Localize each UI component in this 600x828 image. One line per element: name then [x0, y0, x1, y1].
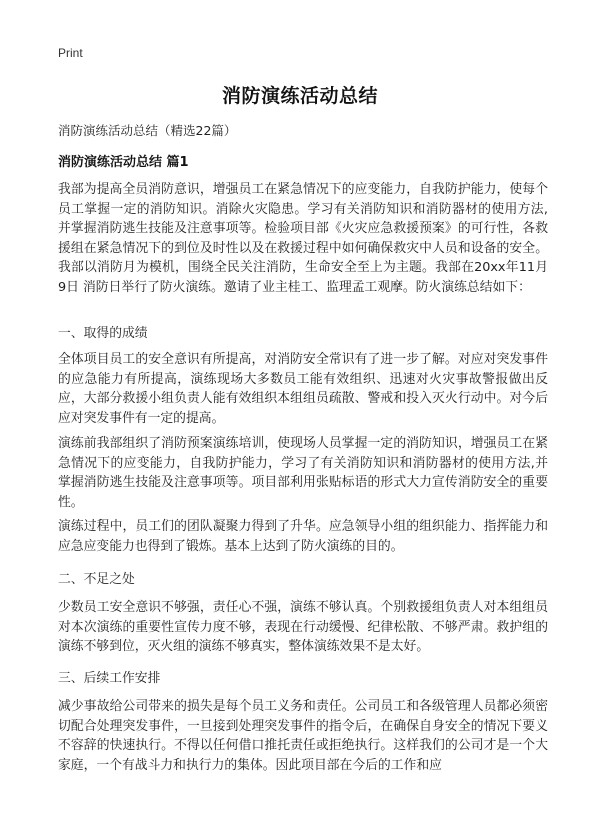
- section-heading: 消防演练活动总结 篇1: [58, 155, 189, 170]
- intro-paragraph: 我部为提高全员消防意识，增强员工在紧急情况下的应变能力，自我防护能力，使每个员工掌握一定的消防知识。消除火灾隐患。学习有关消防知识和消防器材的使用方法,并掌握消防逃生技能及注意事项等。检验项目部《火灾应急救援预案》的可行性，各救援组在紧急情况下的到位及时性以及在救援过程中如何确保救灾中人员和设备的安全。我部以消防月为模机，围绕全民关注消防，生命安全至上为主题。我部在20xx年11月9日 消防日举行了防火演练。邀请了业主桂工、监理孟工观摩。防火演练总结如下：: [58, 182, 548, 295]
- heading-achievements: 一、取得的成绩: [58, 326, 148, 341]
- heading-followup: 三、后续工作安排: [58, 671, 161, 686]
- heading-shortcomings: 二、不足之处: [58, 572, 135, 587]
- document-subtitle: 消防演练活动总结（精选22篇）: [58, 123, 237, 138]
- print-label[interactable]: Print: [58, 46, 83, 60]
- paragraph-achievements-3: 演练过程中，员工们的团队凝聚力得到了升华。应急领导小组的组织能力、指挥能力和应急应变能力也得到了锻炼。基本上达到了防火演练的目的。: [58, 519, 548, 554]
- paragraph-followup: 减少事故给公司带来的损失是每个员工义务和责任。公司员工和各级管理人员都必须密切配合处理突发事件，一旦接到处理突发事件的指令后，在确保自身安全的情况下要义不容辞的快速执行。不得以任何借口推托责任或拒绝执行。这样我们的公司才是一个大家庭，一个有战斗力和执行力的集体。因此项目部在今后的工作和应: [58, 699, 548, 773]
- paragraph-shortcomings: 少数员工安全意识不够强，责任心不强，演练不够认真。个别救援组负责人对本组组员对本次演练的重要性宣传力度不够，表现在行动缓慢、纪律松散、不够严肃。救护组的演练不够到位，灭火组的演练不够真实，整体演练效果不是太好。: [58, 600, 548, 655]
- paragraph-achievements-2: 演练前我部组织了消防预案演练培训，使现场人员掌握一定的消防知识，增强员工在紧急情况下的应变能力，自我防护能力，学习了有关消防知识和消防器材的使用方法,并掌握消防逃生技能及注意事项等。项目部利用张贴标语的形式大力宣传消防安全的重要性。: [58, 436, 548, 510]
- document-title: 消防演练活动总结: [221, 85, 378, 107]
- paragraph-achievements-1: 全体项目员工的安全意识有所提高，对消防安全常识有了进一步了解。对应对突发事件的应急能力有所提高，演练现场大多数员工能有效组织、迅速对火灾事故警报做出反应，大部分救援小组负责人能有效组织本组组员疏散、警戒和投入灭火行动中。对今后应对突发事件有一定的提高。: [58, 352, 548, 426]
